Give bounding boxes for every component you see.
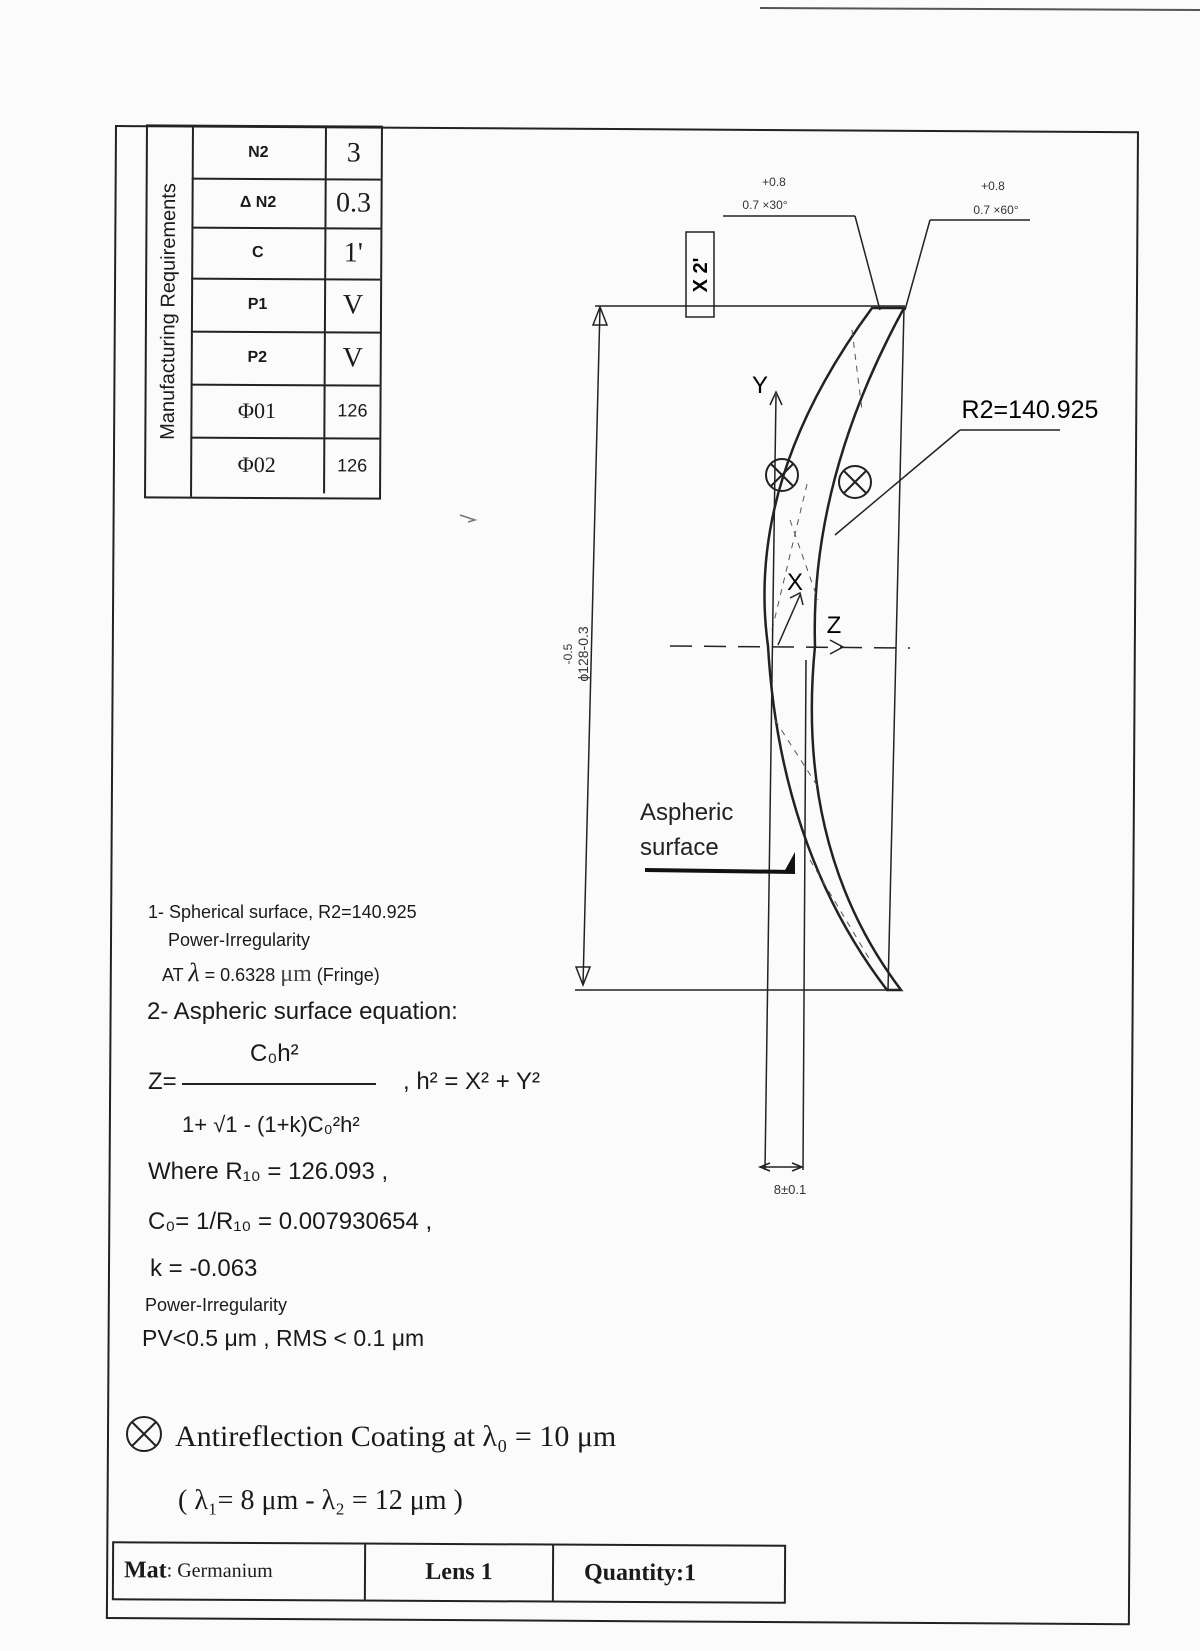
- chamfer-left-spec: 0.7 ×30°: [742, 198, 788, 212]
- thickness-extension-line: [803, 660, 806, 1170]
- note1-unit: μm: [280, 961, 312, 987]
- req-name: N2: [192, 127, 327, 179]
- req-value: V: [342, 341, 363, 374]
- quantity: Quantity:1: [583, 1559, 697, 1587]
- y-axis-line: [765, 395, 776, 1170]
- note1-title: 1- Spherical surface, R2=140.925: [148, 902, 417, 922]
- y-axis-label: Y: [751, 372, 769, 399]
- note1-suffix: (Fringe): [316, 965, 380, 985]
- x-axis-label: X: [786, 569, 804, 596]
- aspheric-leader-arrow: [784, 852, 795, 872]
- req-name: P2: [191, 331, 326, 385]
- material-label: Mat: [123, 1557, 167, 1584]
- optical-axis: [670, 646, 910, 648]
- note1-value: = 0.6328: [204, 965, 276, 985]
- lens-edge-line: [888, 308, 904, 990]
- power-irregularity-label: Power-Irregularity: [145, 1295, 288, 1315]
- req-name: Φ01: [190, 384, 325, 438]
- pv-rms-spec: PV<0.5 μm , RMS < 0.1 μm: [142, 1325, 425, 1351]
- requirements-title: Manufacturing Requirements: [156, 183, 181, 440]
- note2-title: 2- Aspheric surface equation:: [147, 998, 458, 1025]
- aspheric-leader: [645, 870, 795, 872]
- req-name: C: [191, 227, 326, 279]
- req-name: Δ N2: [191, 178, 326, 228]
- thickness-label: 8±0.1: [773, 1182, 807, 1197]
- z-axis-label: Z: [826, 612, 842, 639]
- chamfer-right-spec: 0.7 ×60°: [973, 203, 1019, 217]
- coating-line2: ( λ₁= 8 μm - λ₂ = 12 μm ): [178, 1485, 463, 1516]
- note1-subtitle: Power-Irregularity: [168, 930, 311, 950]
- diameter-label: ϕ128-0.3: [575, 626, 591, 682]
- c0-value: C₀= 1/R₁₀ = 0.007930654 ,: [148, 1208, 433, 1235]
- where-r10: Where R₁₀ = 126.093 ,: [148, 1158, 389, 1185]
- note1-at: AT: [162, 965, 184, 985]
- aspheric-label-line1: Aspheric: [640, 799, 734, 826]
- x-axis-line: [778, 595, 800, 645]
- tilt-tolerance-label: X 2': [690, 257, 712, 293]
- coating-symbol-right: [839, 466, 871, 498]
- req-value: 126: [337, 454, 368, 476]
- scan-mark: [460, 515, 475, 522]
- coating-line1: Antireflection Coating at λ₀ = 10 μm: [175, 1420, 617, 1453]
- material-cell: [114, 1543, 366, 1599]
- material-value: : Germanium: [166, 1559, 273, 1583]
- aspheric-label-line2: surface: [640, 834, 719, 861]
- req-value: 0.3: [335, 186, 372, 219]
- coating-legend-icon: [124, 1414, 164, 1454]
- equation-numerator: C₀h²: [250, 1040, 299, 1067]
- radius-label: R2=140.925: [961, 396, 1099, 424]
- req-value: 1': [343, 236, 363, 269]
- lens-id: Lens 1: [366, 1545, 554, 1601]
- chamfer-left-leader: [855, 216, 880, 310]
- req-name: Φ02: [190, 437, 325, 494]
- equation-lhs: Z=: [148, 1068, 177, 1095]
- coating-symbol-left: [766, 459, 798, 491]
- note1-lambda: λ: [188, 958, 200, 987]
- k-value: k = -0.063: [150, 1255, 258, 1282]
- chamfer-left-tol: +0.8: [762, 175, 786, 189]
- equation-denominator: 1+ √1 - (1+k)C₀²h²: [182, 1112, 360, 1137]
- equation-h-definition: , h² = X² + Y²: [403, 1068, 540, 1095]
- chamfer-right-leader: [905, 220, 930, 310]
- note1-wavelength: [162, 958, 380, 988]
- chamfer-right-tol: +0.8: [981, 179, 1005, 193]
- req-value: 3: [346, 136, 361, 169]
- req-value: 126: [337, 400, 368, 421]
- title-block: [112, 1541, 786, 1604]
- req-value: V: [342, 288, 364, 321]
- lens-body: [764, 308, 904, 990]
- req-name: P1: [191, 278, 326, 332]
- diameter-tolerance: -0.5: [561, 643, 575, 665]
- equation-fraction-bar: [182, 1083, 376, 1085]
